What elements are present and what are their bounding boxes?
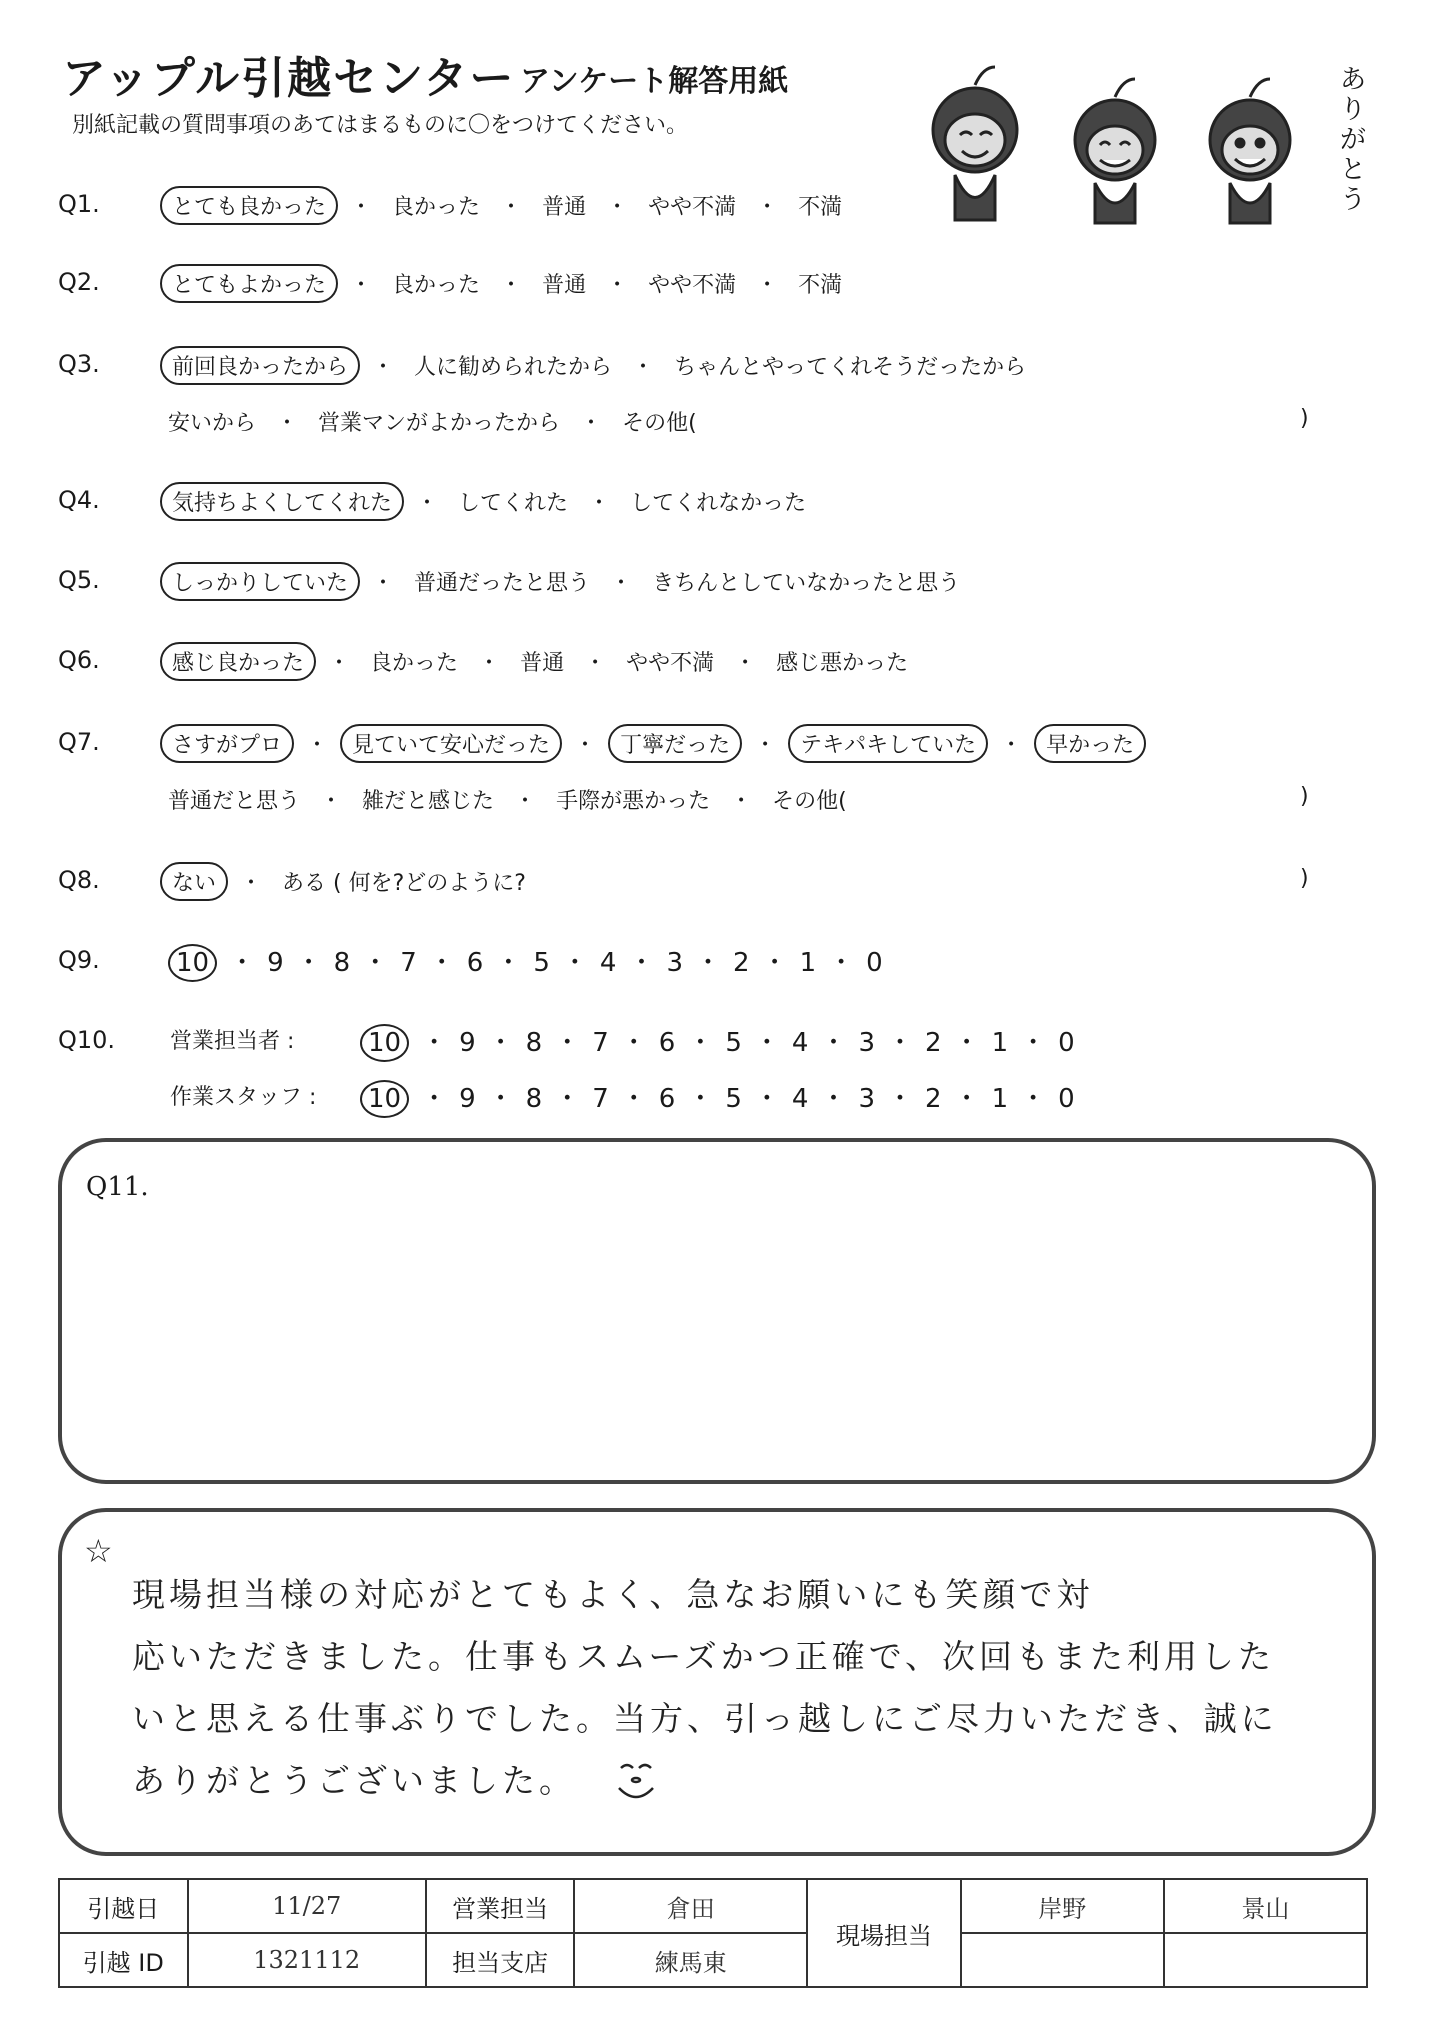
q1-option[interactable]: 普通 (542, 195, 587, 220)
instructions: 別紙記載の質問事項のあてはまるものに〇をつけてください。 (72, 113, 689, 138)
q7-option[interactable]: テキパキしていた (788, 724, 988, 763)
q10-sales-score[interactable]: 3 (858, 1028, 876, 1058)
q10-sales-score[interactable]: 6 (658, 1028, 676, 1058)
q7-option-other[interactable]: その他( (772, 789, 847, 814)
q10-sales-score[interactable]: 0 (1058, 1028, 1075, 1058)
q3-options: 前回良かったから ・ 人に勧められたから ・ ちゃんとやってくれそうだったから (160, 346, 1034, 385)
q2-option[interactable]: 不満 (798, 273, 843, 298)
q9-label: Q9. (58, 946, 100, 974)
q3-close-paren: ) (1300, 406, 1309, 431)
q10-staff-score[interactable]: 2 (925, 1084, 942, 1114)
q6-options: 感じ良かった ・ 良かった ・ 普通 ・ やや不満 ・ 感じ悪かった (160, 642, 916, 681)
q7-option[interactable]: 普通だと思う (168, 789, 301, 814)
move-id-label: 引越 ID (59, 1933, 188, 1987)
star-icon: ☆ (84, 1532, 113, 1570)
q10-sales-label: 営業担当者 : (170, 1029, 295, 1054)
q10-staff-score[interactable]: 0 (1058, 1084, 1075, 1114)
mascot-illustration (900, 55, 1370, 230)
comment-text (132, 1564, 1362, 1812)
q10-sales-score[interactable]: 9 (459, 1028, 476, 1058)
q10-staff-score[interactable]: 4 (791, 1084, 809, 1114)
q7-option[interactable]: さすがプロ (160, 724, 294, 763)
branch-label: 担当支店 (426, 1933, 574, 1987)
q4-option[interactable]: 気持ちよくしてくれた (160, 482, 404, 521)
q2-option[interactable]: 普通 (542, 273, 587, 298)
q4-option[interactable]: してくれた (458, 491, 569, 516)
move-id-value[interactable]: 1321112 (188, 1933, 426, 1987)
q5-option[interactable]: 普通だったと思う (414, 571, 591, 596)
q7-option[interactable]: 雑だと感じた (362, 789, 495, 814)
q9-score[interactable]: 7 (400, 948, 417, 978)
q9-score[interactable]: 10 (168, 944, 217, 982)
q9-score[interactable]: 3 (666, 948, 684, 978)
q10-sales-score[interactable]: 7 (592, 1028, 609, 1058)
q3-option[interactable]: 営業マンがよかったから (318, 411, 561, 436)
q6-option[interactable]: 感じ悪かった (776, 651, 909, 676)
q9-score[interactable]: 8 (333, 948, 351, 978)
q10-sales-score[interactable]: 1 (991, 1028, 1009, 1058)
q7-option[interactable]: 手際が悪かった (556, 789, 711, 814)
move-date-value[interactable]: 11/27 (188, 1879, 426, 1933)
q6-label: Q6. (58, 646, 100, 674)
site-staff-label: 現場担当 (807, 1879, 960, 1987)
q5-option[interactable]: きちんとしていなかったと思う (652, 571, 961, 596)
move-date-label: 引越日 (59, 1879, 188, 1933)
q10-staff-score[interactable]: 1 (991, 1084, 1009, 1114)
sales-label: 営業担当 (426, 1879, 574, 1933)
site-staff-2[interactable]: 景山 (1164, 1879, 1367, 1933)
q7-option[interactable]: 早かった (1034, 724, 1146, 763)
q9-scale: 10 ・ 9 ・ 8 ・ 7 ・ 6 ・ 5 ・ 4 ・ 3 ・ 2 ・ 1 ・ 0 (168, 942, 883, 979)
q4-option[interactable]: してくれなかった (630, 491, 807, 516)
q3-option-other[interactable]: その他( (622, 411, 697, 436)
q2-options: とてもよかった ・ 良かった ・ 普通 ・ やや不満 ・ 不満 (160, 264, 850, 303)
q4-label: Q4. (58, 486, 100, 514)
q9-score[interactable]: 2 (733, 948, 750, 978)
q3-option[interactable]: 安いから (168, 411, 257, 436)
company-title: アップル引越センター (62, 53, 516, 104)
q7-label: Q7. (58, 728, 100, 756)
q11-label: Q11. (86, 1172, 149, 1202)
q7-options-row2: 普通だと思う ・ 雑だと感じた ・ 手際が悪かった ・ その他( (160, 782, 855, 817)
branch-value[interactable]: 練馬東 (574, 1933, 807, 1987)
q1-option[interactable]: 良かった (392, 195, 481, 220)
q10-sales-score[interactable]: 8 (525, 1028, 543, 1058)
q3-options-row2: 安いから ・ 営業マンがよかったから ・ その他( (160, 404, 705, 439)
q5-options: しっかりしていた ・ 普通だったと思う ・ きちんとしていなかったと思う (160, 562, 968, 601)
q9-score[interactable]: 0 (866, 948, 883, 978)
q10-staff-score[interactable]: 3 (858, 1084, 876, 1114)
smiley-face-icon (611, 1758, 661, 1808)
q3-option[interactable]: 前回良かったから (160, 346, 360, 385)
q10-staff-score[interactable]: 9 (459, 1084, 476, 1114)
q4-options: 気持ちよくしてくれた ・ してくれた ・ してくれなかった (160, 482, 814, 521)
q8-close-paren: ) (1300, 866, 1309, 891)
q7-option[interactable]: 見ていて安心だった (340, 724, 562, 763)
q10-staff-scale: 10 ・ 9 ・ 8 ・ 7 ・ 6 ・ 5 ・ 4 ・ 3 ・ 2 ・ 1 ・ 0 (360, 1078, 1075, 1115)
q3-label: Q3. (58, 350, 100, 378)
footer-table (58, 1878, 1368, 1988)
q6-option[interactable]: 感じ良かった (160, 642, 316, 681)
q9-score[interactable]: 5 (533, 948, 550, 978)
q3-option[interactable]: ちゃんとやってくれそうだったから (674, 355, 1027, 380)
q9-score[interactable]: 4 (599, 948, 617, 978)
q7-option[interactable]: 丁寧だった (608, 724, 742, 763)
q10-staff-score[interactable]: 5 (725, 1084, 742, 1114)
sales-value[interactable]: 倉田 (574, 1879, 807, 1933)
mascot-thanks-text: ありがとう (1340, 65, 1367, 215)
q5-option[interactable]: しっかりしていた (160, 562, 360, 601)
site-staff-3[interactable] (961, 1933, 1164, 1987)
q8-options: ない ・ ある ( 何を?どのように? (160, 862, 534, 901)
q8-label: Q8. (58, 866, 100, 894)
q1-option[interactable]: 不満 (798, 195, 843, 220)
form-subtitle: アンケート解答用紙 (520, 64, 789, 99)
q5-label: Q5. (58, 566, 100, 594)
q10-staff-score[interactable]: 7 (592, 1084, 609, 1114)
q9-score[interactable]: 9 (267, 948, 284, 978)
comment-line: いと思える仕事ぶりでした。当方、引っ越しにご尽力いただき、誠に (132, 1699, 1278, 1738)
comment-line: 応いただきました。仕事もスムーズかつ正確で、次回もまた利用した (132, 1637, 1276, 1676)
q10-staff-score[interactable]: 6 (658, 1084, 676, 1114)
q9-score[interactable]: 1 (799, 948, 817, 978)
q10-sales-score[interactable]: 5 (725, 1028, 742, 1058)
q10-label: Q10. (58, 1026, 116, 1054)
q1-option[interactable]: やや不満 (648, 195, 737, 220)
site-staff-1[interactable]: 岸野 (961, 1879, 1164, 1933)
q7-options: さすがプロ ・ 見ていて安心だった ・ 丁寧だった ・ テキパキしていた ・ 早かった (160, 724, 1146, 763)
q6-option[interactable]: 良かった (370, 651, 459, 676)
q6-option[interactable]: やや不満 (626, 651, 715, 676)
q9-score[interactable]: 6 (466, 948, 484, 978)
q2-option[interactable]: 良かった (392, 273, 481, 298)
q10-staff-score[interactable]: 8 (525, 1084, 543, 1114)
comment-line: ありがとうございました。 (132, 1761, 576, 1800)
comment-box[interactable] (58, 1508, 1376, 1856)
q8-option[interactable]: ある ( 何を?どのように? (282, 871, 526, 896)
q10-sales-score[interactable]: 10 (360, 1024, 409, 1062)
q1-options: とても良かった ・ 良かった ・ 普通 ・ やや不満 ・ 不満 (160, 186, 850, 225)
q10-sales-score[interactable]: 2 (925, 1028, 942, 1058)
q2-option[interactable]: やや不満 (648, 273, 737, 298)
comment-line: 現場担当様の対応がとてもよく、急なお願いにも笑顔で対 (132, 1575, 1094, 1614)
q11-answer-box[interactable] (58, 1138, 1376, 1484)
q1-label: Q1. (58, 190, 100, 218)
q2-label: Q2. (58, 268, 100, 296)
q2-option[interactable]: とてもよかった (160, 264, 338, 303)
q10-sales-score[interactable]: 4 (791, 1028, 809, 1058)
q10-staff-label: 作業スタッフ : (170, 1085, 317, 1110)
q6-option[interactable]: 普通 (520, 651, 565, 676)
q8-option[interactable]: ない (160, 862, 228, 901)
q1-option[interactable]: とても良かった (160, 186, 338, 225)
q7-close-paren: ) (1300, 784, 1309, 809)
q10-staff-score[interactable]: 10 (360, 1080, 409, 1118)
q3-option[interactable]: 人に勧められたから (414, 355, 613, 380)
q10-sales-scale: 10 ・ 9 ・ 8 ・ 7 ・ 6 ・ 5 ・ 4 ・ 3 ・ 2 ・ 1 ・ 0 (360, 1022, 1075, 1059)
site-staff-4[interactable] (1164, 1933, 1367, 1987)
